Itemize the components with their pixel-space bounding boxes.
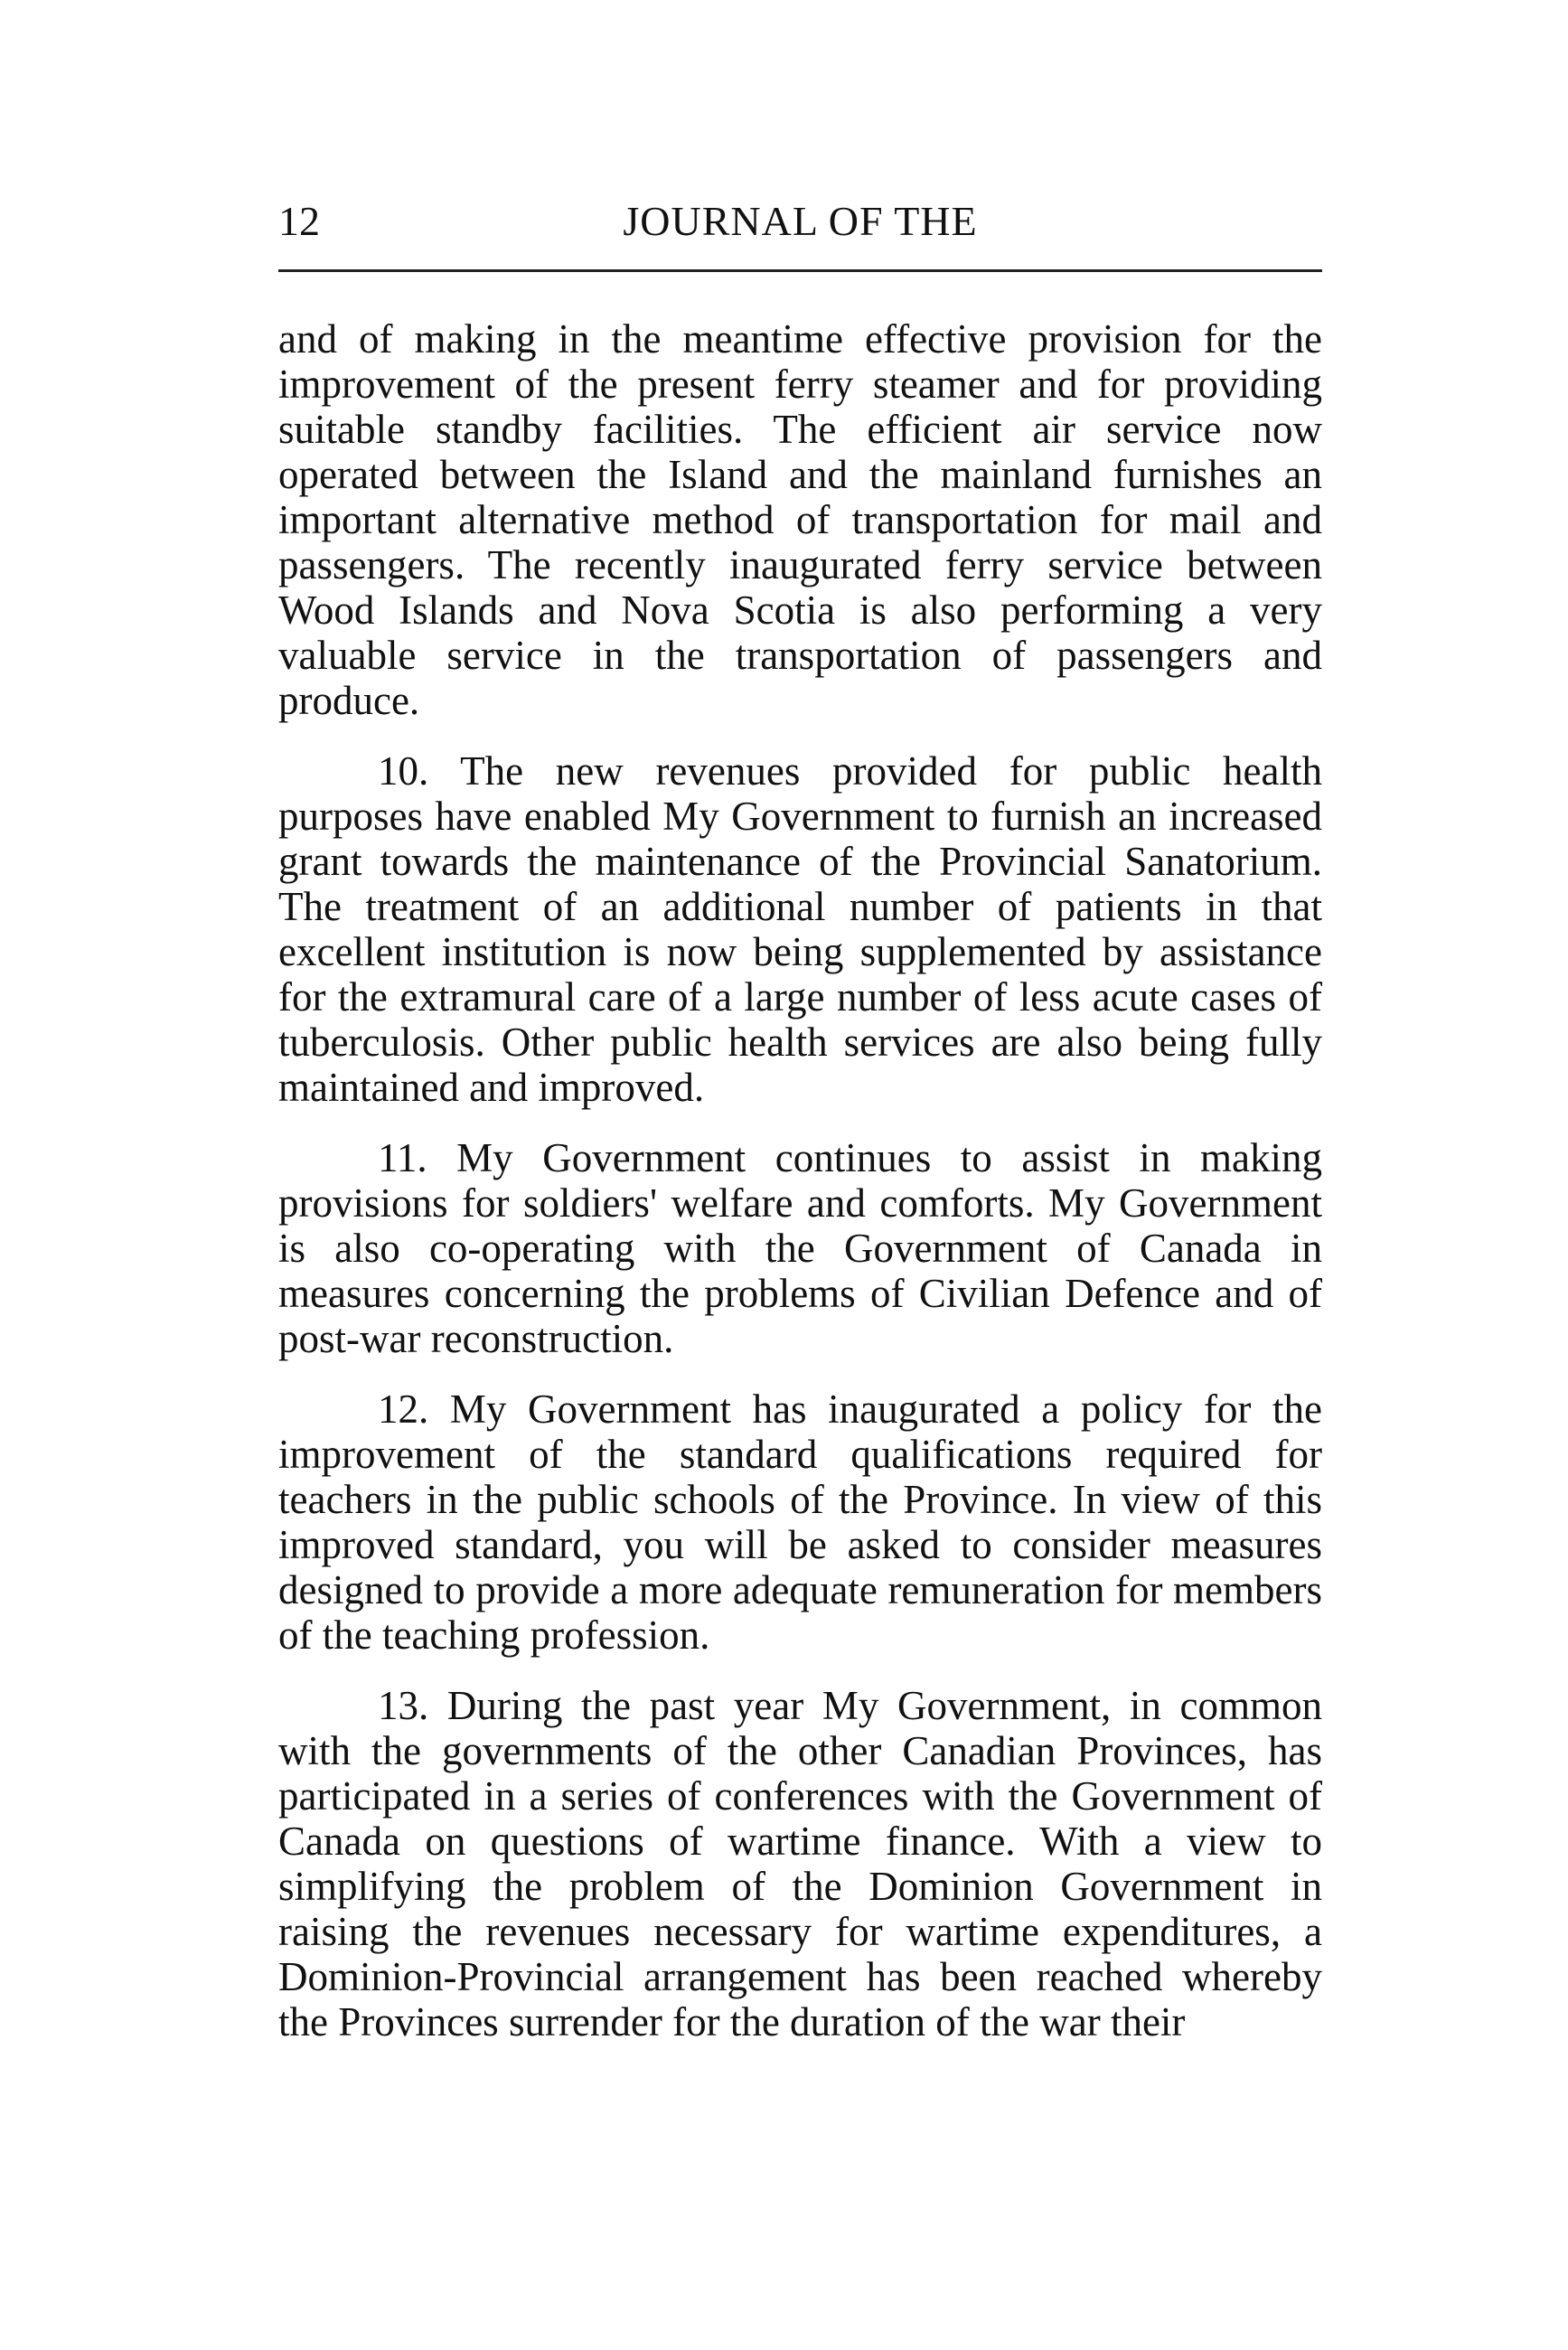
body-text (278, 316, 1322, 2070)
paragraph-12: 12. My Government has inaugurated a policy for the improvement of the standard qualifications required for teachers in the public schools of the Province. In view of this improved standard, you will be asked to consider measures designed to provide a more adequate remuneration for members of the teaching profession. (278, 1386, 1322, 1658)
paragraph-13: 13. During the past year My Government, in common with the governments of the other Canadian Provinces, has participated in a series of conferences with the Government of Canada on questions of wartime finance. With a view to simplifying the problem of the Dominion Government in raising the revenues necessary for wartime expenditures, a Dominion-Provincial arrangement has been reached whereby the Provinces surrender for the duration of the war their (278, 1683, 1322, 2044)
paragraph-10: 10. The new revenues provided for public health purposes have enabled My Government to furnish an increased grant towards the maintenance of the Provincial Sanatorium. The treatment of an additional number of patients in that excellent institution is now being supplemented by assistance for the extramural care of a large number of less acute cases of tuberculosis. Other public health services are also being fully maintained and improved. (278, 748, 1322, 1110)
running-head (278, 194, 1322, 258)
page-number: 12 (278, 198, 320, 244)
paragraph-continuation: and of making in the meantime effective provision for the improvement of the present ferry steamer and for providing suitable standby facilities. The efficient air service now operated between the Island and the mainland furnishes an important alternative method of transportation for mail and passengers. The recently inaugurated ferry service between Wood Islands and Nova Scotia is also performing a very valuable service in the transportation of passengers and produce. (278, 316, 1322, 723)
header-divider (278, 269, 1322, 272)
paragraph-11: 11. My Government continues to assist in making provisions for soldiers' welfare and comforts. My Government is also co-operating with the Government of Canada in measures concerning the problems of Civilian Defence and of post-war reconstruction. (278, 1135, 1322, 1361)
running-title: JOURNAL OF THE (623, 198, 978, 244)
